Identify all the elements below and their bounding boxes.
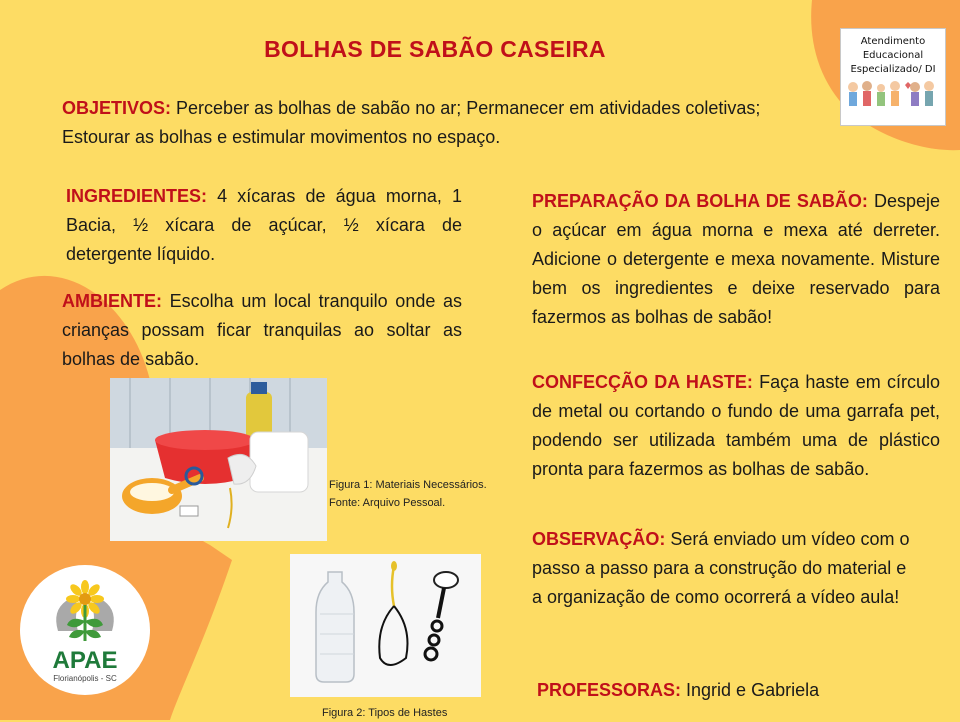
confeccao-label: CONFECÇÃO DA HASTE: [532, 372, 753, 392]
apae-logo-name: APAE [52, 647, 118, 674]
observacao-label: OBSERVAÇÃO: [532, 529, 666, 549]
preparacao-label: PREPARAÇÃO DA BOLHA DE SABÃO: [532, 191, 868, 211]
objetivos-section [62, 94, 802, 152]
apae-logo [20, 565, 150, 695]
ambiente-text: Escolha um local tranquilo onde as crianças possam ficar tranquilas ao soltar as bolhas de sabão. [62, 291, 462, 369]
figura1-caption [329, 476, 529, 512]
hastes-illustration [290, 554, 481, 697]
ambiente-label: AMBIENTE: [62, 291, 162, 311]
figura1-caption-line2: Fonte: Arquivo Pessoal. [329, 497, 446, 509]
observacao-text: Será enviado um vídeo com o passo a passo para a construção do material e a organização de como ocorrerá a vídeo aula! [532, 529, 910, 607]
materials-illustration [110, 378, 327, 541]
badge-line-3: Especializado/ DI [850, 64, 936, 75]
page-title: BOLHAS DE SABÃO CASEIRA [264, 36, 606, 62]
preparacao-section [532, 187, 940, 332]
aee-badge [840, 28, 946, 126]
professoras-label: PROFESSORAS: [537, 680, 682, 700]
children-illustration [845, 79, 941, 113]
ambiente-section [62, 287, 462, 374]
preparacao-text: Despeje o açúcar em água morna e mexa até derreter. Adicione o detergente e mexa novamente. Misture bem os ingredientes e deixe reservado para fazermos as bolhas de sabão! [532, 191, 940, 327]
ingredientes-section [66, 182, 462, 269]
figura1-caption-line1: Figura 1: Materiais Necessários. [329, 479, 487, 491]
professoras-section [537, 676, 927, 705]
apae-logo-graphic [20, 565, 150, 695]
badge-line-1: Atendimento [860, 36, 926, 47]
objetivos-text: Perceber as bolhas de sabão no ar; Permanecer em atividades coletivas; Estourar as bolhas e estimular movimentos no espaço. [62, 98, 761, 147]
observacao-section [532, 525, 920, 612]
objetivos-label: OBJETIVOS: [62, 98, 172, 118]
ingredientes-label: INGREDIENTES: [66, 186, 208, 206]
ingredientes-text: 4 xícaras de água morna, 1 Bacia, ½ xícara de açúcar, ½ xícara de detergente líquido. [66, 186, 462, 264]
apae-logo-city: Florianópolis - SC [53, 674, 117, 683]
figura1-photo [110, 378, 327, 541]
confeccao-section [532, 368, 940, 484]
badge-line-2: Educacional [862, 50, 924, 61]
figura2-caption: Figura 2: Tipos de Hastes [322, 707, 448, 719]
aee-badge-text [841, 35, 945, 77]
confeccao-text: Faça haste em círculo de metal ou cortando o fundo de uma garrafa pet, podendo ser utilizada também uma de plástico pronta para fazermos as bolhas de sabão. [532, 372, 940, 479]
figura2-photo [290, 554, 481, 697]
professoras-text: Ingrid e Gabriela [681, 680, 820, 700]
